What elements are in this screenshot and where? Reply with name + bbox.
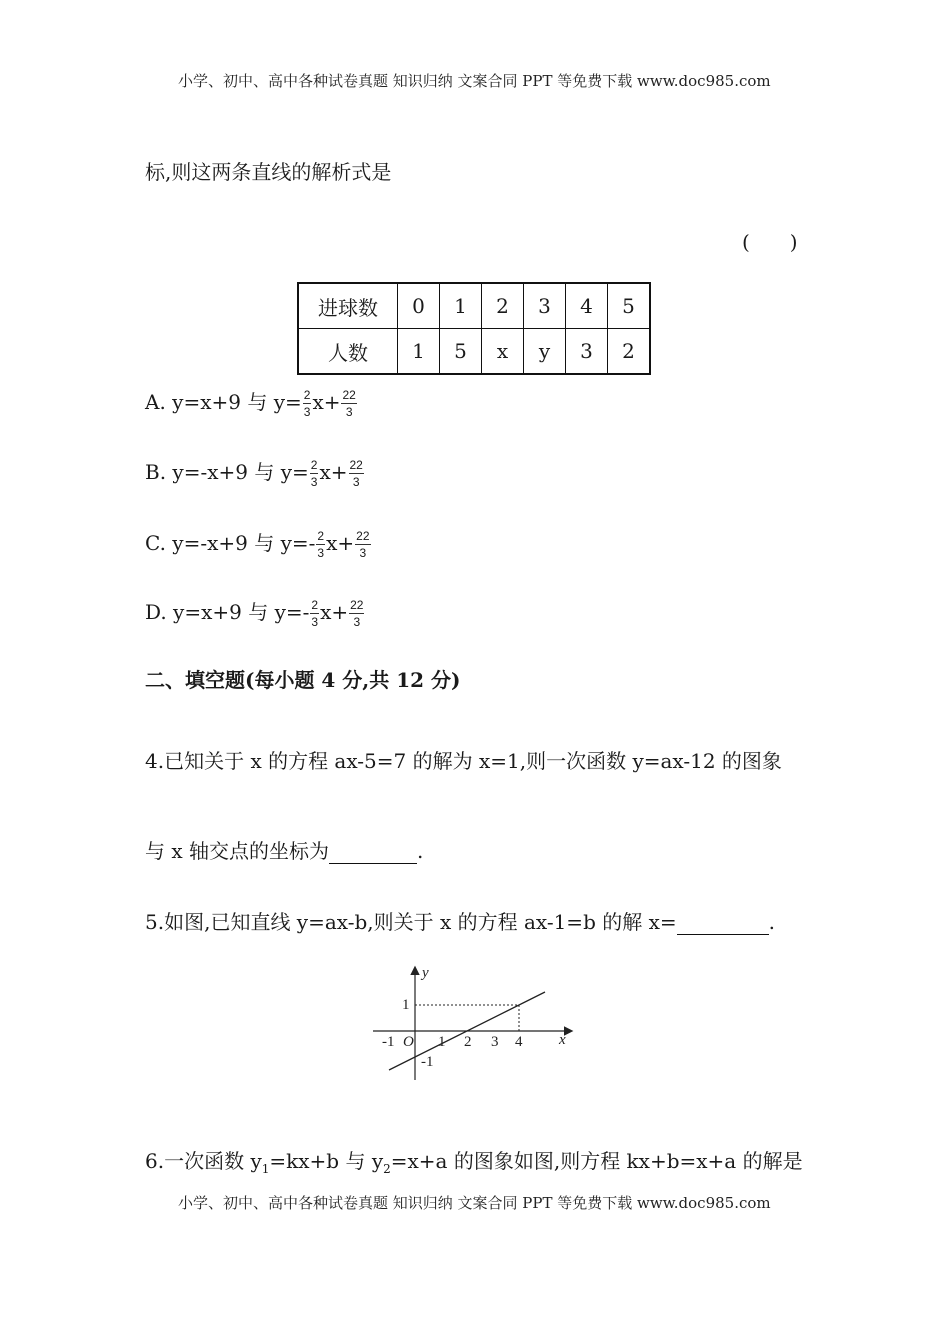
answer-blank[interactable] [677,914,769,935]
q4-text: 4.已知关于 x 的方程 ax-5=7 的解为 x=1,则一次函数 y=ax-12 的图象 [145,749,782,773]
fraction-numerator: 2 [311,598,319,612]
fraction-denominator: 3 [345,405,353,419]
option-c [145,527,372,561]
fraction-numerator: 22 [356,529,370,543]
fraction [310,457,319,490]
fraction-denominator: 3 [311,615,319,629]
option-b [145,456,365,490]
table-cell: x [482,329,524,375]
option-text: B. y=-x+9 与 y= [145,460,309,484]
table-row [298,283,650,329]
option-a [145,386,358,420]
x-tick-label: 4 [515,1034,523,1050]
option-text: x+ [319,460,348,484]
option-text: x+ [312,390,341,414]
option-d [145,596,365,630]
fraction-numerator: 22 [342,388,356,402]
table-cell: 0 [398,283,440,329]
line-graph [365,962,585,1087]
table-cell: 2 [482,283,524,329]
q4-period: . [417,839,424,863]
q4-line2 [145,835,423,864]
x-tick-label: 2 [464,1034,472,1050]
q6-text-part: =kx+b 与 y [269,1149,384,1173]
fraction [303,387,312,420]
fraction [341,387,356,420]
q3-text: 标,则这两条直线的解析式是 [145,160,392,184]
option-text: x+ [326,531,355,555]
option-text: C. y=-x+9 与 y=- [145,531,316,555]
origin-label: O [403,1034,414,1050]
q5-period: . [768,910,775,934]
table-cell: 进球数 [298,283,398,329]
x-tick-label: 1 [438,1034,446,1050]
option-text: x+ [320,600,349,624]
q6-text-part: 6.一次函数 y [145,1149,262,1173]
table-cell: 1 [440,283,482,329]
table-cell: 5 [440,329,482,375]
y-tick-label: -1 [421,1054,434,1070]
q6-text [145,1145,803,1176]
fraction-denominator: 3 [359,546,367,560]
page-header: 小学、初中、高中各种试卷真题 知识归纳 文案合同 PPT 等免费下载 www.doc985.com [178,72,771,90]
section-title: 二、填空题(每小题 4 分,共 12 分) [145,668,461,692]
answer-blank[interactable] [329,843,417,864]
q6-text-part: =x+a 的图象如图,则方程 kx+b=x+a 的解是 [390,1149,803,1173]
table-cell: 4 [566,283,608,329]
x-tick-label: 3 [491,1034,499,1050]
fraction-denominator: 3 [317,546,325,560]
answer-bracket: ( ) [742,230,798,254]
q5-question: 5.如图,已知直线 y=ax-b,则关于 x 的方程 ax-1=b 的解 x= [145,910,677,934]
fraction-denominator: 3 [353,615,361,629]
fraction-denominator: 3 [303,405,311,419]
fraction-numerator: 22 [349,458,363,472]
table-cell: 3 [524,283,566,329]
y-tick-label: 1 [402,997,410,1013]
x-axis-label: x [559,1032,566,1048]
table-cell: 5 [608,283,651,329]
table-cell: 人数 [298,329,398,375]
fraction-denominator: 3 [310,475,318,489]
fraction-denominator: 3 [352,475,360,489]
fraction-numerator: 2 [310,458,318,472]
fraction [316,528,325,561]
subscript: 2 [383,1162,391,1176]
fraction-numerator: 2 [317,529,325,543]
y-axis-label: y [422,965,429,981]
fraction [349,597,364,630]
fraction-numerator: 22 [350,598,364,612]
x-tick-label: -1 [382,1034,395,1050]
table-cell: 2 [608,329,651,375]
table-row [298,329,650,375]
option-text: A. y=x+9 与 y= [145,390,302,414]
page-footer: 小学、初中、高中各种试卷真题 知识归纳 文案合同 PPT 等免费下载 www.doc985.com [178,1194,771,1212]
fraction [355,528,370,561]
fraction [349,457,364,490]
table-cell: 3 [566,329,608,375]
fraction-numerator: 2 [303,388,311,402]
score-table [297,282,651,375]
subscript: 1 [261,1162,270,1176]
option-text: D. y=x+9 与 y=- [145,600,310,624]
table-cell: 1 [398,329,440,375]
q4-line2-text: 与 x 轴交点的坐标为 [145,839,329,863]
q5-text [145,906,775,935]
table-cell: y [524,329,566,375]
fraction [310,597,319,630]
